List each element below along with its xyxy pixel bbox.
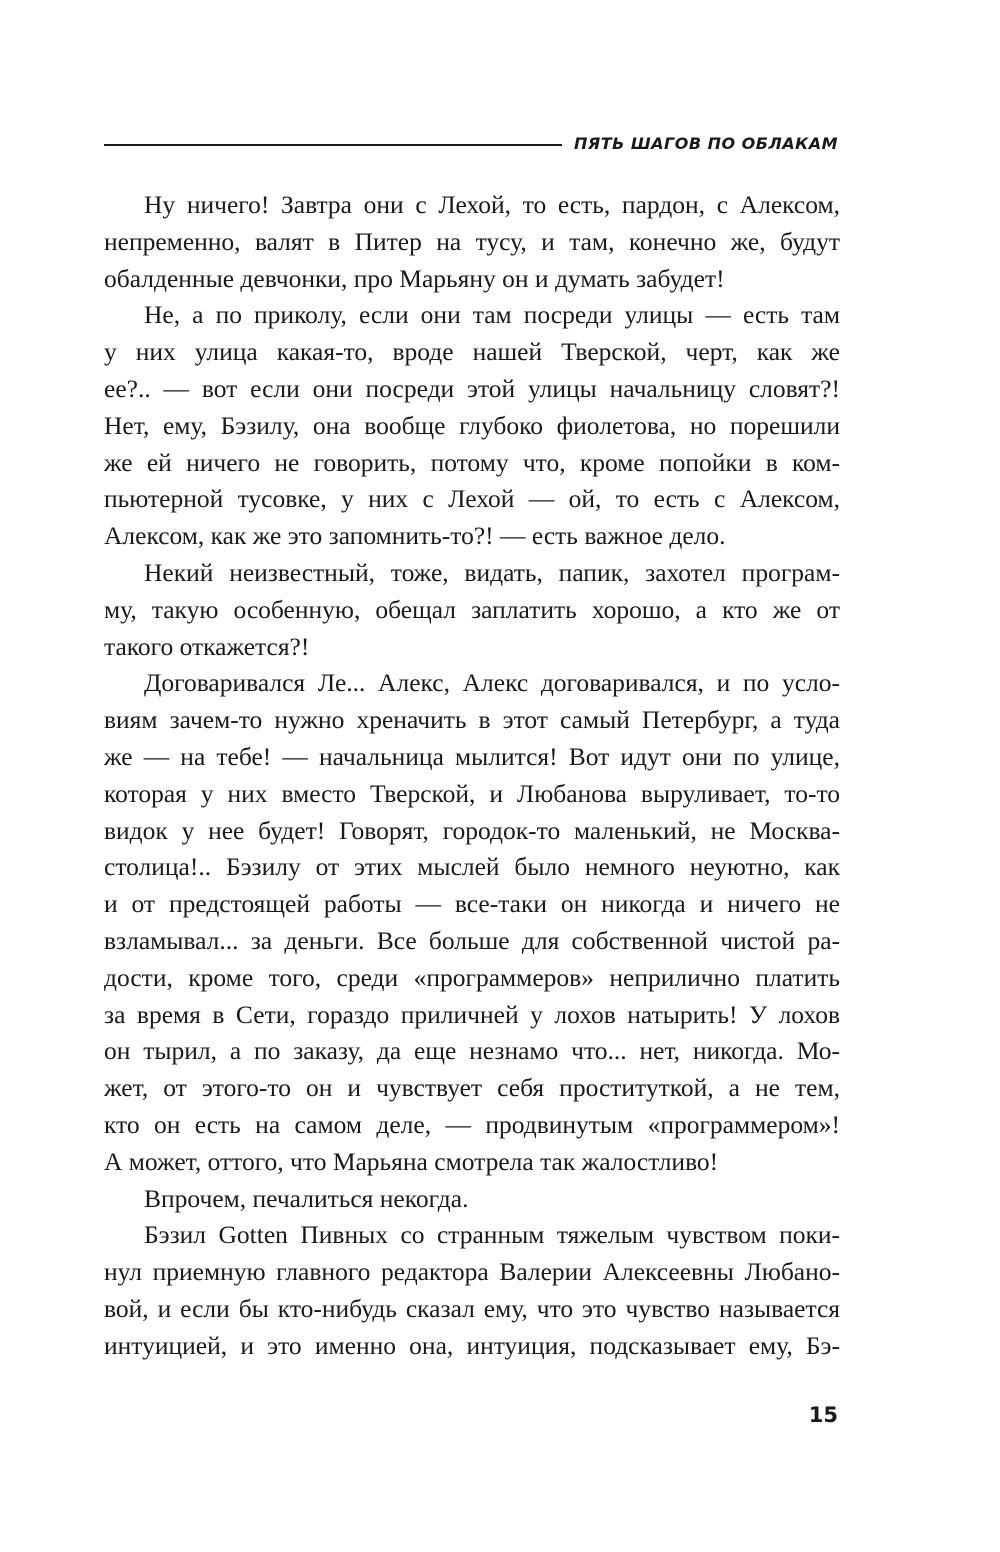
text-line: Некий неизвестный, тоже, видать, папик, захотел програм- [144, 557, 840, 587]
text-line: Не, а по приколу, если они там посреди улицы — есть там [144, 300, 840, 330]
text-line: А может, оттого, что Марьяна смотрела так жалостливо! [104, 1146, 719, 1176]
text-line: которая у них вместо Тверской, и Любанова выруливает, то-то [104, 778, 840, 808]
text-line: дости, кроме того, среди «программеров» неприлично платить [104, 962, 840, 992]
running-header [104, 128, 838, 158]
text-line: виям зачем-то нужно хреначить в этот самый Петербург, а туда [104, 705, 840, 735]
paragraph [104, 1217, 840, 1364]
text-line: такого откажется?! [104, 631, 310, 661]
paragraph [104, 297, 840, 555]
text-line: Бэзил Gotten Пивных со странным тяжелым чувством поки- [144, 1220, 840, 1250]
text-line: интуицией, и это именно она, интуиция, подсказывает ему, Бэ- [104, 1330, 840, 1360]
text-line: Нет, ему, Бэзилу, она вообще глубоко фиолетова, но порешили [104, 410, 840, 440]
text-line: обалденные девчонки, про Марьяну он и думать забудет! [104, 263, 725, 293]
text-line: вой, и если бы кто-нибудь сказал ему, что это чувство называется [104, 1293, 840, 1323]
text-line: му, такую особенную, обещал заплатить хорошо, а кто же от [104, 594, 840, 624]
text-line: взламывал... за деньги. Все больше для собственной чистой ра- [104, 925, 840, 955]
text-line: кто он есть на самом деле, — продвинутым «программером»! [104, 1109, 840, 1139]
text-line: столица!.. Бэзилу от этих мыслей было немного неуютно, как [104, 852, 840, 882]
running-title: ПЯТЬ ШАГОВ ПО ОБЛАКАМ [573, 133, 838, 153]
paragraph [104, 187, 840, 297]
text-line: ее?.. — вот если они посреди этой улицы начальницу словят?! [104, 373, 840, 403]
text-line: Впрочем, печалиться некогда. [144, 1183, 469, 1213]
paragraph [104, 1181, 840, 1218]
paragraph [104, 555, 840, 665]
text-line: Алексом, как же это запомнить-то?! — есть важное дело. [104, 521, 726, 551]
body-text [104, 187, 840, 1365]
text-line: за время в Сети, гораздо приличней у лохов натырить! У лохов [104, 999, 840, 1029]
text-line: пьютерной тусовке, у них с Лехой — ой, то есть с Алексом, [104, 484, 840, 514]
text-line: же ей ничего не говорить, потому что, кроме попойки в ком- [104, 447, 840, 477]
header-rule [104, 144, 562, 146]
text-line: Договаривался Ле... Алекс, Алекс договаривался, и по усло- [144, 668, 840, 698]
text-line: он тырил, а по заказу, да еще незнамо что... нет, никогда. Мо- [104, 1036, 840, 1066]
text-line: видок у нее будет! Говорят, городок-то маленький, не Москва- [104, 815, 840, 845]
page-number: 15 [808, 1403, 838, 1427]
paragraph [104, 665, 840, 1180]
text-line: у них улица какая-то, вроде нашей Тверской, черт, как же [104, 337, 840, 367]
text-line: и от предстоящей работы — все-таки он никогда и ничего не [104, 889, 840, 919]
text-line: непременно, валят в Питер на тусу, и там, конечно же, будут [104, 226, 840, 256]
text-line: же — на тебе! — начальница мылится! Вот идут они по улице, [104, 741, 840, 771]
text-line: нул приемную главного редактора Валерии Алексеевны Любано- [104, 1257, 840, 1287]
text-line: Ну ничего! Завтра они с Лехой, то есть, пардон, с Алексом, [144, 190, 840, 219]
text-line: жет, от этого-то он и чувствует себя проституткой, а не тем, [104, 1073, 840, 1103]
